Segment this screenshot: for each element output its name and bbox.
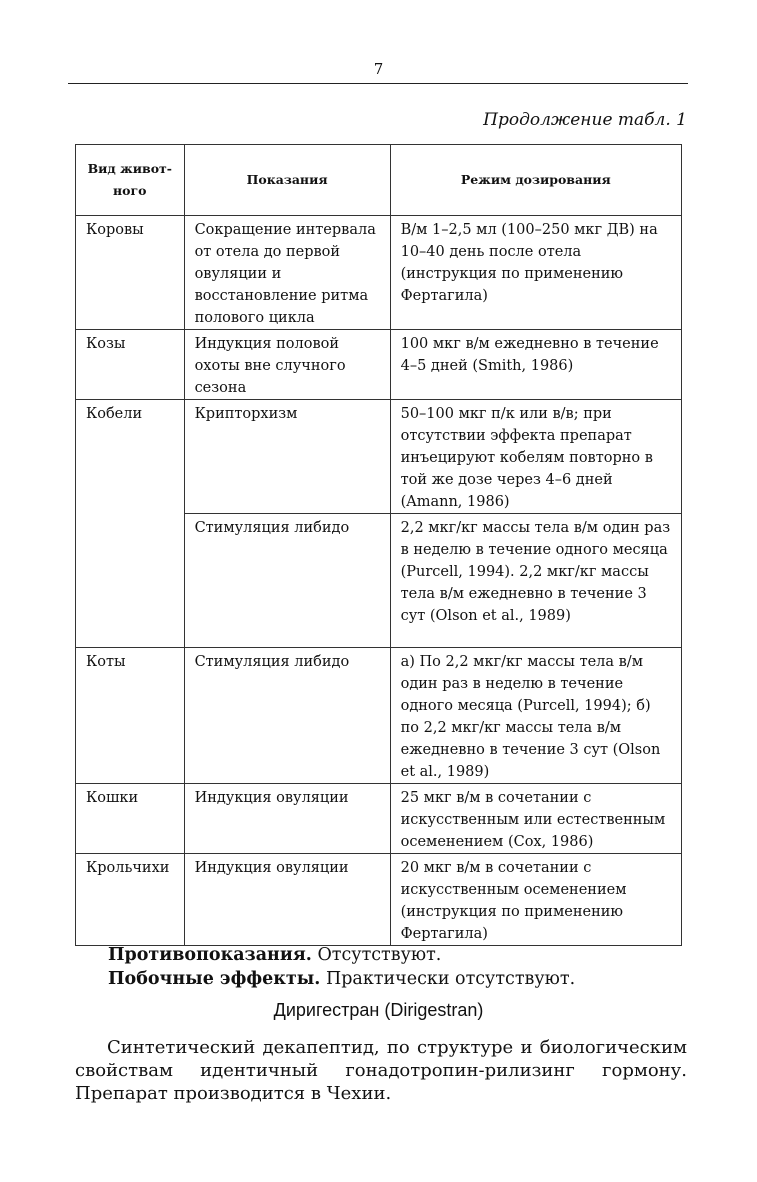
cell-animal: Крольчихи: [76, 854, 185, 946]
cell-animal: Козы: [76, 330, 185, 400]
cell-dosage: 2,2 мкг/кг массы тела в/м один раз в неделю в течение одного месяца (Purcell, 1994). 2,2 мкг/кг массы тела в/м ежедневно в течение 3 сут (Olson et al., 1989): [390, 514, 681, 648]
cell-dosage: 25 мкг в/м в сочетании с искусственным или естественным осеменением (Cox, 1986): [390, 784, 681, 854]
cell-animal: Кобели: [76, 400, 185, 648]
header-rule: [68, 83, 688, 84]
cell-animal: Коты: [76, 648, 185, 784]
cell-dosage: 50–100 мкг п/к или в/в; при отсутствии эффекта препарат инъецируют кобелям повторно в той же дозе через 4–6 дней (Amann, 1986): [390, 400, 681, 514]
description-paragraph: Синтетический декапептид, по структуре и биологическим свойствам идентичный гонадотропин-рилизинг гормону. Препарат производится в Чехии.: [75, 1037, 687, 1104]
table-row: [76, 400, 682, 514]
cell-animal: Кошки: [76, 784, 185, 854]
table-row: [76, 784, 682, 854]
table-row: [76, 330, 682, 400]
contraindications-label: Противопоказания.: [108, 945, 312, 965]
cell-indication: Индукция овуляции: [184, 854, 390, 946]
dosage-table: [75, 144, 682, 946]
header-animal: Вид живот-ного: [76, 145, 185, 216]
cell-indication: Индукция половой охоты вне случного сезона: [184, 330, 390, 400]
page-number: 7: [373, 60, 384, 78]
cell-dosage: 20 мкг в/м в сочетании с искусственным осеменением (инструкция по применению Фертагила): [390, 854, 681, 946]
cell-dosage: а) По 2,2 мкг/кг массы тела в/м один раз в неделю в течение одного месяца (Purcell, 1994); б) по 2,2 мкг/кг массы тела в/м ежедневно в течение 3 сут (Olson et al., 1989): [390, 648, 681, 784]
contraindications-line: [108, 945, 441, 965]
side-effects-text: Практически отсутствуют.: [320, 969, 576, 989]
table-header-row: [76, 145, 682, 216]
cell-indication: Индукция овуляции: [184, 784, 390, 854]
table-caption: Продолжение табл. 1: [483, 110, 687, 130]
side-effects-label: Побочные эффекты.: [108, 969, 321, 989]
cell-dosage: 100 мкг в/м ежедневно в течение 4–5 дней (Smith, 1986): [390, 330, 681, 400]
cell-dosage: В/м 1–2,5 мл (100–250 мкг ДВ) на 10–40 день после отела (инструкция по применению Фертагила): [390, 216, 681, 330]
contraindications-text: Отсутствуют.: [311, 945, 442, 965]
cell-indication: Стимуляция либидо: [184, 648, 390, 784]
table-row: [76, 854, 682, 946]
cell-indication: Стимуляция либидо: [184, 514, 390, 648]
cell-indication: Сокращение интервала от отела до первой овуляции и восстановление ритма полового цикла: [184, 216, 390, 330]
table-row: [76, 648, 682, 784]
header-dosage: Режим дозирования: [390, 145, 681, 216]
cell-animal: Коровы: [76, 216, 185, 330]
table-row: [76, 216, 682, 330]
header-indication: Показания: [184, 145, 390, 216]
section-heading: Диригестран (Dirigestran): [273, 1000, 484, 1020]
cell-indication: Крипторхизм: [184, 400, 390, 514]
side-effects-line: [108, 969, 575, 989]
